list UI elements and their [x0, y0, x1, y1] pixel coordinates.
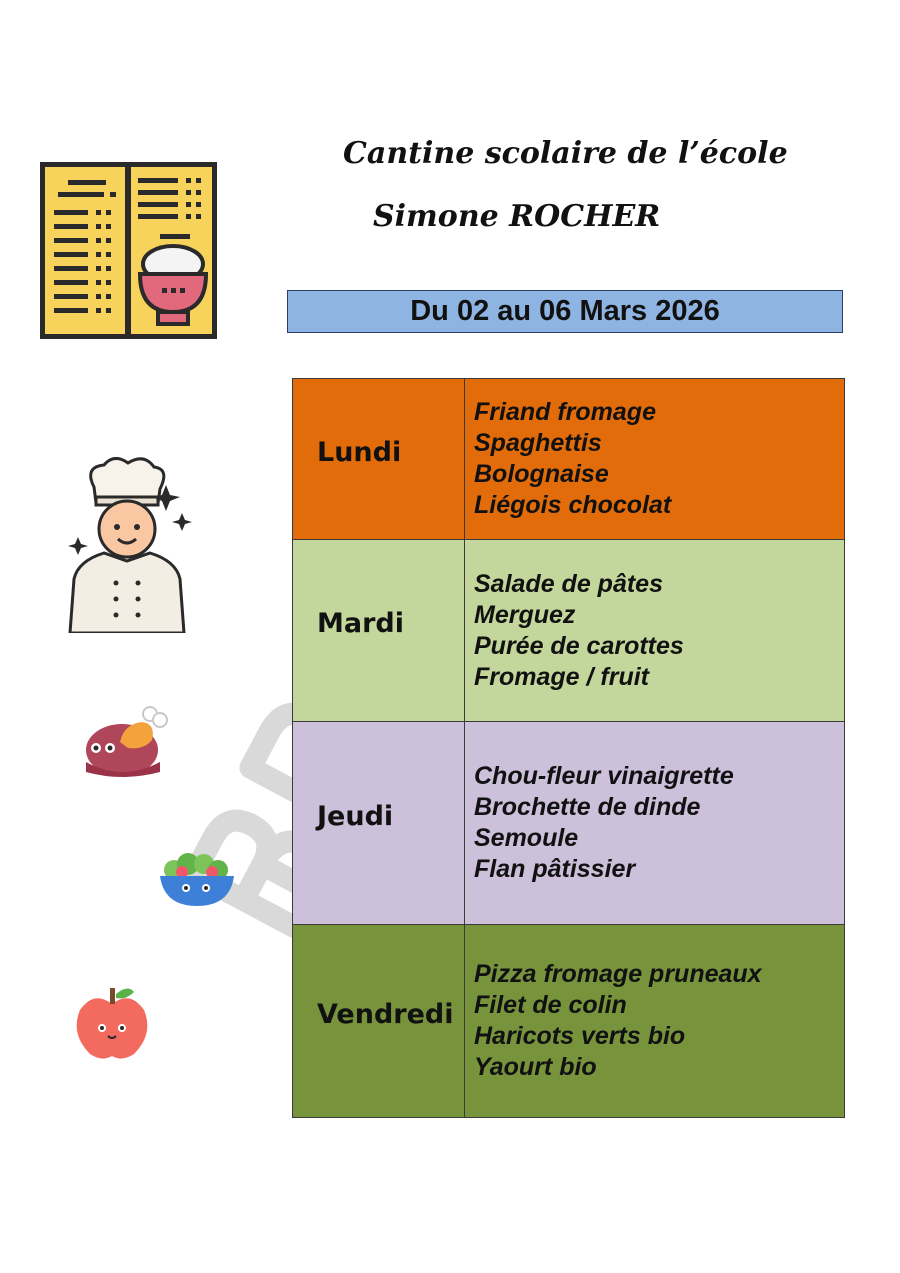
salad-bowl-icon [158, 852, 236, 908]
dishes-cell [465, 925, 845, 1118]
day-cell [293, 540, 465, 722]
dish-item: Chou-fleur vinaigrette [474, 762, 734, 790]
dish-item: Brochette de dinde [474, 793, 701, 821]
day-label: Vendredi [317, 998, 454, 1030]
dishes-cell [465, 379, 845, 540]
school-canteen-title: Cantine scolaire de l’école [343, 136, 788, 171]
dish-item: Spaghettis [474, 429, 602, 457]
dish-item: Semoule [474, 824, 579, 852]
weekly-menu-table [292, 378, 845, 1118]
apple-icon [74, 984, 150, 1060]
dish-item: Friand fromage [474, 398, 656, 426]
day-cell [293, 722, 465, 925]
dish-item: Filet de colin [474, 991, 627, 1019]
day-label: Lundi [317, 436, 402, 468]
menu-row-mardi [293, 540, 845, 722]
roast-chicken-icon [84, 702, 174, 778]
dish-item: Fromage / fruit [474, 662, 650, 691]
dish-item: Yaourt bio [474, 1053, 597, 1081]
dish-item: Flan pâtissier [474, 855, 636, 883]
day-label: Jeudi [317, 800, 394, 832]
dish-item: Haricots verts bio [474, 1022, 686, 1050]
dish-item: Liégois chocolat [474, 491, 672, 519]
day-label: Mardi [317, 608, 404, 639]
dish-item: Bolognaise [474, 460, 609, 488]
dishes-cell [465, 540, 845, 722]
menu-row-lundi [293, 379, 845, 540]
menu-card-icon [40, 162, 217, 339]
dish-item: Pizza fromage pruneaux [474, 960, 762, 988]
school-name: Simone ROCHER [373, 199, 661, 234]
chef-icon [64, 457, 194, 633]
day-cell [293, 379, 465, 540]
dish-item: Salade de pâtes [474, 569, 663, 598]
menu-row-vendredi [293, 925, 845, 1118]
dishes-cell [465, 722, 845, 925]
week-date-banner: Du 02 au 06 Mars 2026 [287, 290, 843, 333]
menu-row-jeudi [293, 722, 845, 925]
day-cell [293, 925, 465, 1118]
dish-item: Merguez [474, 600, 576, 629]
dish-item: Purée de carottes [474, 631, 684, 660]
